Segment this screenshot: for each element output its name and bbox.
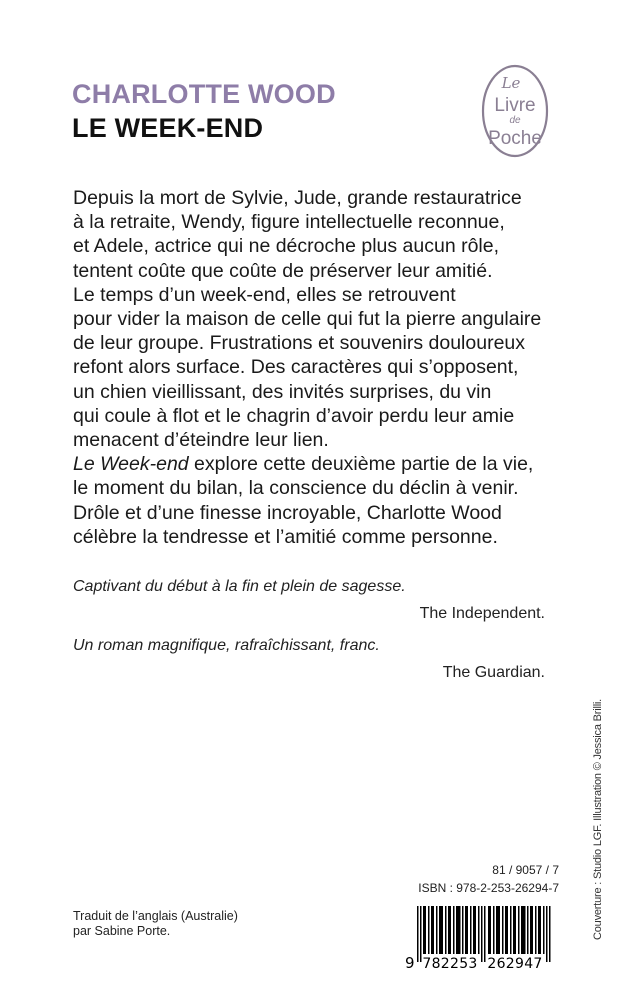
synopsis-line: menacent d’éteindre leur lien. [73, 429, 329, 452]
barcode [403, 906, 563, 970]
synopsis-line: à la retraite, Wendy, figure intellectuelle reconnue, [73, 211, 505, 234]
author-name: CHARLOTTE WOOD [72, 79, 336, 109]
synopsis-line: le moment du bilan, la conscience du déclin à venir. [73, 477, 519, 500]
barcode-group-1: 782253 [422, 956, 478, 970]
catalog-code: 81 / 9057 / 7 [492, 863, 559, 877]
translator-note [73, 909, 238, 939]
translator-line: Traduit de l’anglais (Australie) [73, 909, 238, 923]
synopsis-line-rest: explore cette deuxième partie de la vie, [188, 453, 534, 476]
logo-text-livre: Livre [494, 95, 536, 116]
quote-text: Captivant du début à la fin et plein de sagesse. [73, 578, 406, 595]
translator-line: par Sabine Porte. [73, 924, 171, 938]
barcode-first-digit: 9 [405, 954, 415, 970]
italic-book-title: Le Week-end [73, 453, 189, 476]
synopsis-line: tentent coûte que coûte de préserver leur amitié. [73, 259, 493, 282]
logo-text-poche: Poche [488, 128, 542, 149]
synopsis-line: Depuis la mort de Sylvie, Jude, grande restauratrice [73, 187, 522, 209]
book-title: LE WEEK-END [72, 113, 264, 143]
synopsis-line: Le temps d’un week-end, elles se retrouvent [73, 283, 456, 306]
synopsis-line: et Adele, actrice qui ne décroche plus aucun rôle, [73, 235, 500, 258]
synopsis [73, 186, 573, 549]
synopsis-line [73, 452, 573, 476]
cover-credit: Couverture : Studio LGF. Illustration © Jessica Brilli. [592, 698, 604, 940]
logo-text-le: Le [501, 74, 521, 92]
press-quote [73, 636, 545, 683]
quote-source: The Independent. [419, 605, 545, 622]
logo-text-de: de [509, 115, 521, 126]
quote-source: The Guardian. [442, 664, 545, 681]
synopsis-line: pour vider la maison de celle qui fut la pierre angulaire [73, 308, 542, 331]
synopsis-line: Drôle et d’une finesse incroyable, Charlotte Wood [73, 501, 502, 524]
synopsis-line: refont alors surface. Des caractères qui s’opposent, [73, 356, 519, 379]
synopsis-line: célèbre la tendresse et l’amitié comme personne. [73, 525, 498, 548]
synopsis-line: un chien vieillissant, des invités surprises, du vin [73, 380, 492, 403]
le-livre-de-poche-logo [481, 64, 549, 158]
press-quote [73, 577, 545, 624]
synopsis-line: de leur groupe. Frustrations et souvenirs douloureux [73, 332, 526, 355]
isbn: ISBN : 978-2-253-26294-7 [418, 881, 559, 895]
quote-text: Un roman magnifique, rafraîchissant, franc. [73, 637, 380, 654]
synopsis-line: qui coule à flot et le chagrin d’avoir perdu leur amie [73, 404, 515, 427]
barcode-group-2: 262947 [487, 956, 543, 970]
